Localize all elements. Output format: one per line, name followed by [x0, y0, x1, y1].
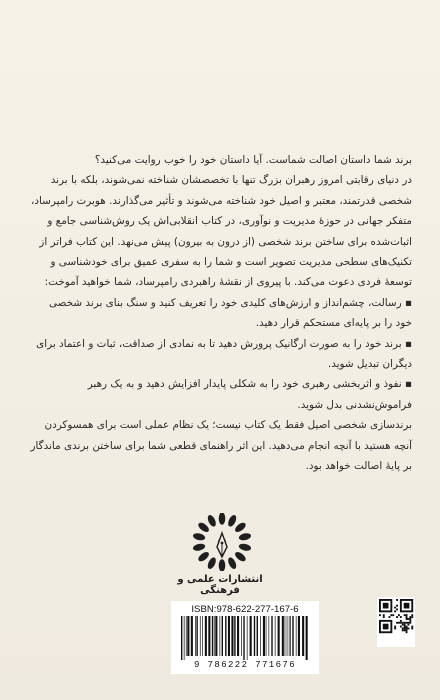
bullet-item: ▪ نفوذ و اثربخشی رهبری خود را به شکلی پایدار افزایش دهید و به یک رهبر فراموش‌نشدنی بدل شوید.: [30, 374, 412, 415]
isbn-text: ISBN:978-622-277-167-6: [191, 604, 299, 615]
bullet-item: ▪ برند خود را به صورت ارگانیک پرورش دهید تا به نمادی از صداقت، ثبات و اعتماد برای دیگران تبدیل شوید.: [30, 334, 412, 375]
isbn-barcode: [171, 601, 319, 674]
blurb-body: در دنیای رقابتی امروز رهبران بزرگ تنها با تخصصشان شناخته نمی‌شوند، بلکه با برند شخصی قدرتمند، معتبر و اصیل خود شناخته می‌شوند و تأثیر می‌گذارند. هوبرت رامپرساد، متفکر جهانی در حوزهٔ مدیریت و نوآوری، در کتاب انقلابی‌اش یک روش‌شناسی جامع و اثبات‌شده برای ساختن برند شخصی (از درون به بیرون) پیش می‌نهد. این کتاب فراتر از تکنیک‌های سطحی مدیریت تصویر است و شما را به سفری عمیق برای خودشناسی و توسعهٔ فردی دعوت می‌کند. با پیروی از نقشهٔ راهبردی رامپرساد، شما خواهید آموخت:: [31, 174, 412, 289]
publisher-name: انتشارات علمی و فرهنگی: [177, 574, 263, 596]
blurb-closing: برندسازی شخصی اصیل فقط یک کتاب نیست؛ یک نظام عملی است برای همسوکردن آنچه هستید با آنچه انجام می‌دهید. این اثر راهنمای قطعی شما برای ساختن برندی ماندگار بر پایهٔ اصالت خواهد بود.: [30, 419, 412, 473]
blurb: [30, 150, 412, 477]
qr-code-icon: [377, 597, 415, 647]
blurb-lead: برند شما داستان اصالت شماست. آیا داستان خود را خوب روایت می‌کنید؟: [94, 154, 412, 166]
barcode-number: 9 786222 771676: [193, 660, 296, 670]
barcode-icon: [181, 616, 309, 660]
bullet-item: ▪ رسالت، چشم‌انداز و ارزش‌های کلیدی خود را تعریف کنید و سنگ بنای برند شخصی خود را بر پایه‌ای مستحکم قرار دهید.: [30, 293, 412, 334]
pen-nib-logo-icon: [193, 513, 251, 571]
